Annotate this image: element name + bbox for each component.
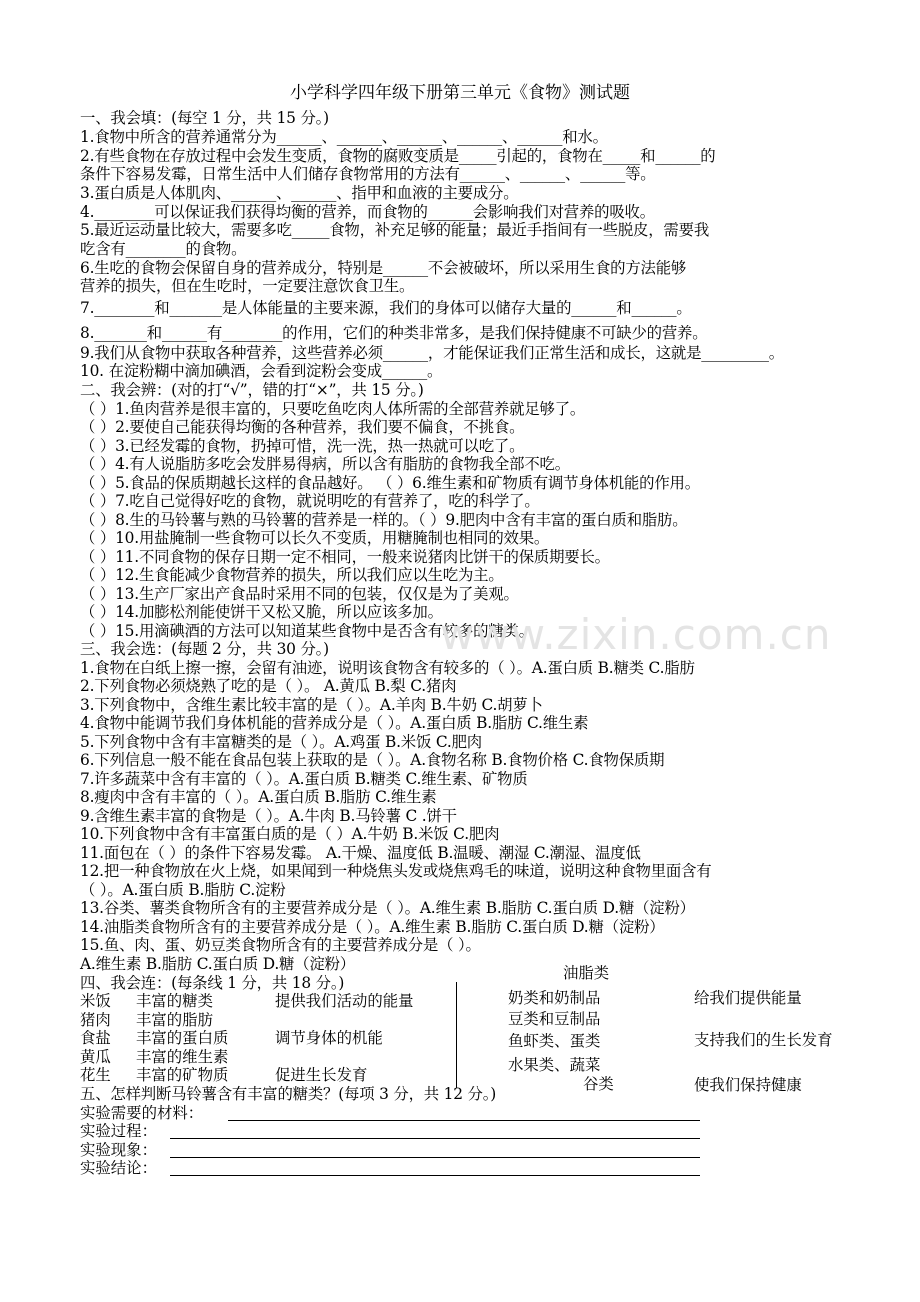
match-group[interactable]: 水果类、蔬菜 [508, 1056, 601, 1074]
page-title: 小学科学四年级下册第三单元《食物》测试题 [290, 83, 630, 103]
choice-question[interactable]: 2.下列食物必须烧熟了吃的是（ ）。 A.黄瓜 B.梨 C.猪肉 [80, 677, 457, 695]
fill-question[interactable]: 4.________可以保证我们获得均衡的营养，而食物的______会影响我们对营养的吸收。 [80, 203, 655, 221]
match-group[interactable]: 谷类 [583, 1075, 614, 1093]
fill-question[interactable]: 条件下容易发霉，日常生活中人们储存食物常用的方法有______、______、______等。 [80, 165, 656, 183]
answer-label: 实验现象： [80, 1141, 157, 1159]
choice-question[interactable]: 9.含维生素丰富的食物是（ ）。A.牛肉 B.马铃薯 C .饼干 [80, 807, 457, 825]
fill-question[interactable]: 营养的损失，但在生吃时，一定要注意饮食卫生。 [80, 277, 415, 295]
answer-label: 实验过程： [80, 1122, 157, 1140]
choice-question[interactable]: 13.谷类、薯类食物所含有的主要营养成分是（ ）。A.维生素 B.脂肪 C.蛋白质 D.糖（淀粉） [80, 899, 695, 917]
match-food[interactable]: 猪肉 [80, 1011, 111, 1029]
match-food[interactable]: 食盐 [80, 1029, 111, 1047]
choice-question[interactable]: 8.瘦肉中含有丰富的（ ）。A.蛋白质 B.脂肪 C.维生素 [80, 788, 437, 806]
fill-question[interactable]: 3.蛋白质是人体肌肉、______、______、指甲和血液的主要成分。 [80, 184, 519, 202]
answer-label: 实验结论： [80, 1159, 157, 1177]
choice-question[interactable]: 15.鱼、肉、蛋、奶豆类食物所含有的主要营养成分是（ ）。 [80, 936, 481, 954]
section2-heading: 二、我会辨：(对的打“√”，错的打“×”，共 15 分。) [80, 381, 424, 399]
choice-question[interactable]: （ ）。A.蛋白质 B.脂肪 C.淀粉 [80, 881, 286, 899]
fill-question[interactable]: 6.生吃的食物会保留自身的营养成分，特别是______不会被破坏，所以采用生食的方法能够 [80, 259, 687, 277]
match-group[interactable]: 奶类和奶制品 [508, 989, 601, 1007]
choice-question[interactable]: 4.食物中能调节我们身体机能的营养成分是（ ）。A.蛋白质 B.脂肪 C.维生素 [80, 714, 589, 732]
section3-heading: 三、我会选：(每题 2 分，共 30 分。) [80, 640, 329, 658]
choice-question[interactable]: 6.下列信息一般不能在食品包装上获取的是（ ）。A.食物名称 B.食物价格 C.食物保质期 [80, 751, 665, 769]
fill-question[interactable]: 9.我们从食物中获取各种营养，这些营养必须______，才能保证我们正常生活和成长，这就是_________。 [80, 344, 784, 362]
judge-question[interactable]: （ ）4.有人说脂肪多吃会发胖易得病，所以含有脂肪的食物我全部不吃。 [80, 455, 570, 473]
judge-question[interactable]: （ ）13.生产厂家出产食品时采用不同的包装，仅仅是为了美观。 [80, 585, 519, 603]
fill-question[interactable]: 10. 在淀粉糊中滴加碘酒，会看到淀粉会变成______。 [80, 362, 443, 380]
match-role[interactable]: 调节身体的机能 [275, 1029, 383, 1047]
fill-question[interactable]: 吃含有________的食物。 [80, 240, 247, 258]
match-group[interactable]: 油脂类 [563, 964, 610, 982]
match-nutrient[interactable]: 丰富的蛋白质 [136, 1029, 229, 1047]
choice-question[interactable]: 12.把一种食物放在火上烧，如果闻到一种烧焦头发或烧焦鸡毛的味道，说明这种食物里面含有 [80, 862, 712, 880]
answer-line[interactable] [170, 1175, 700, 1176]
match-food[interactable]: 黄瓜 [80, 1048, 111, 1066]
section4-heading: 四、我会连：(每条线 1 分，共 18 分。) [80, 974, 345, 992]
choice-question[interactable]: 11.面包在（ ）的条件下容易发霉。 A.干燥、温度低 B.温暖、潮湿 C.潮湿、温度低 [80, 844, 641, 862]
answer-line[interactable] [228, 1120, 700, 1121]
choice-question[interactable]: 5.下列食物中含有丰富糖类的是（ ）。A.鸡蛋 B.米饭 C.肥肉 [80, 733, 482, 751]
match-nutrient[interactable]: 丰富的矿物质 [136, 1066, 229, 1084]
judge-question[interactable]: （ ）2.要使自己能获得均衡的各种营养，我们要不偏食，不挑食。 [80, 418, 525, 436]
judge-question[interactable]: （ ）10.用盐腌制一些食物可以长久不变质，用糖腌制也相同的效果。 [80, 529, 550, 547]
judge-question[interactable]: （ ）8.生的马铃薯与熟的马铃薯的营养是一样的。（ ）9.肥肉中含有丰富的蛋白质和脂肪。 [80, 511, 688, 529]
choice-question[interactable]: 14.油脂类食物所含有的主要营养成分是（ ）。A.维生素 B.脂肪 C.蛋白质 D.糖（淀粉） [80, 918, 665, 936]
match-use[interactable]: 使我们保持健康 [694, 1076, 802, 1094]
choice-question[interactable]: 7.许多蔬菜中含有丰富的（ ）。A.蛋白质 B.糖类 C.维生素、矿物质 [80, 770, 528, 788]
judge-question[interactable]: （ ）5.食品的保质期越长这样的食品越好。 （ ）6.维生素和矿物质有调节身体机能的作用。 [80, 474, 700, 492]
match-group[interactable]: 鱼虾类、蛋类 [508, 1032, 601, 1050]
fill-question[interactable]: 2.有些食物在存放过程中会发生变质，食物的腐败变质是_____引起的，食物在_____和______的 [80, 147, 716, 165]
judge-question[interactable]: （ ）11.不同食物的保存日期一定不相同，一般来说猪肉比饼干的保质期要长。 [80, 548, 610, 566]
match-nutrient[interactable]: 丰富的脂肪 [136, 1011, 213, 1029]
match-nutrient[interactable]: 丰富的维生素 [136, 1048, 229, 1066]
judge-question[interactable]: （ ）12.生食能减少食物营养的损失，所以我们应以生吃为主。 [80, 566, 504, 584]
judge-question[interactable]: （ ）7.吃自己觉得好吃的食物，就说明吃的有营养了，吃的科学了。 [80, 492, 540, 510]
fill-question[interactable]: 7.________和_______是人体能量的主要来源，我们的身体可以储存大量的______和______。 [80, 299, 692, 317]
match-nutrient[interactable]: 丰富的糖类 [136, 992, 213, 1010]
answer-line[interactable] [170, 1138, 700, 1139]
choice-question[interactable]: 10.下列食物中含有丰富蛋白质的是（ ）A.牛奶 B.米饭 C.肥肉 [80, 825, 500, 843]
match-food[interactable]: 米饭 [80, 992, 111, 1010]
judge-question[interactable]: （ ）1.鱼肉营养是很丰富的，只要吃鱼吃肉人体所需的全部营养就足够了。 [80, 400, 586, 418]
match-role[interactable]: 提供我们活动的能量 [275, 992, 414, 1010]
watermark: www.zixin.com.cn [440, 610, 832, 659]
section5-heading: 五、怎样判断马铃薯含有丰富的糖类？(每项 3 分，共 12 分。) [80, 1085, 497, 1103]
choice-question[interactable]: 1.食物在白纸上擦一擦，会留有油迹，说明该食物含有较多的（ ）。A.蛋白质 B.糖类 C.脂肪 [80, 659, 695, 677]
match-role[interactable]: 促进生长发育 [275, 1066, 368, 1084]
fill-question[interactable]: 5.最近运动量比较大，需要多吃_____食物，补充足够的能量；最近手指间有一些脱皮，需要我 [80, 221, 710, 239]
choice-question[interactable]: 3.下列食物中，含维生素比较丰富的是（ ）。A.羊肉 B.牛奶 C.胡萝卜 [80, 696, 543, 714]
choice-options[interactable]: A.维生素 B.脂肪 C.蛋白质 D.糖（淀粉） [80, 955, 355, 973]
match-use[interactable]: 给我们提供能量 [694, 989, 802, 1007]
answer-line[interactable] [170, 1157, 700, 1158]
divider [456, 982, 457, 1088]
match-group[interactable]: 豆类和豆制品 [508, 1010, 601, 1028]
answer-label: 实验需要的材料： [80, 1104, 204, 1122]
judge-question[interactable]: （ ）14.加膨松剂能使饼干又松又脆，所以应该多加。 [80, 603, 443, 621]
section1-heading: 一、我会填：(每空 1 分，共 15 分。) [80, 109, 329, 127]
match-use[interactable]: 支持我们的生长发育 [694, 1031, 833, 1049]
judge-question[interactable]: （ ）15.用滴碘酒的方法可以知道某些食物中是否含有较多的糖类。 [80, 622, 534, 640]
fill-question[interactable]: 8._______和______有________的作用，它们的种类非常多，是我们保持健康不可缺少的营养。 [80, 324, 708, 342]
match-food[interactable]: 花生 [80, 1066, 111, 1084]
judge-question[interactable]: （ ）3.已经发霉的食物，扔掉可惜，洗一洗，热一热就可以吃了。 [80, 437, 525, 455]
fill-question[interactable]: 1.食物中所含的营养通常分为______、______、______、______、______和水。 [80, 128, 608, 146]
